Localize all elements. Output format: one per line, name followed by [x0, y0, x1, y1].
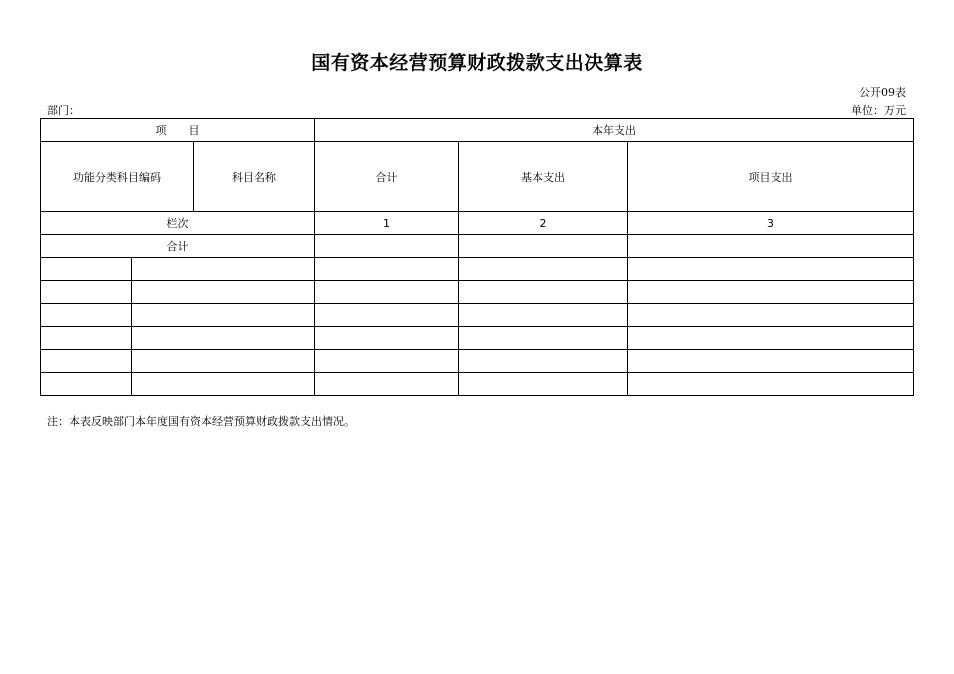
row-code — [41, 327, 132, 350]
col-func-code: 功能分类科目编码 — [41, 142, 194, 212]
row-total — [315, 304, 459, 327]
unit-label: 单位：万元 — [851, 104, 906, 117]
row-total — [315, 258, 459, 281]
row-project — [628, 373, 914, 396]
row-total — [315, 281, 459, 304]
column-index-label: 栏次 — [41, 212, 315, 235]
row-name — [132, 327, 315, 350]
header-row-1 — [41, 119, 914, 142]
department-label: 部门： — [47, 104, 80, 117]
row-project — [628, 258, 914, 281]
row-name — [132, 258, 315, 281]
row-basic — [459, 350, 628, 373]
row-code — [41, 281, 132, 304]
header-current-year: 本年支出 — [315, 119, 914, 142]
row-total — [315, 373, 459, 396]
table-row — [41, 373, 914, 396]
table-row — [41, 281, 914, 304]
column-index-row — [41, 212, 914, 235]
row-name — [132, 373, 315, 396]
row-code — [41, 304, 132, 327]
total-row-basic — [459, 235, 628, 258]
row-basic — [459, 373, 628, 396]
form-code: 公开09表 — [859, 86, 906, 99]
row-project — [628, 281, 914, 304]
table-note: 注：本表反映部门本年度国有资本经营预算财政拨款支出情况。 — [47, 415, 355, 428]
col-basic: 基本支出 — [459, 142, 628, 212]
row-basic — [459, 327, 628, 350]
table-row — [41, 304, 914, 327]
row-code — [41, 258, 132, 281]
row-name — [132, 350, 315, 373]
col-subject-name: 科目名称 — [194, 142, 315, 212]
row-code — [41, 350, 132, 373]
row-project — [628, 350, 914, 373]
row-name — [132, 281, 315, 304]
row-total — [315, 350, 459, 373]
row-name — [132, 304, 315, 327]
row-total — [315, 327, 459, 350]
column-index-2: 2 — [459, 212, 628, 235]
total-row-project — [628, 235, 914, 258]
column-index-1: 1 — [315, 212, 459, 235]
column-index-3: 3 — [628, 212, 914, 235]
row-project — [628, 327, 914, 350]
table-row — [41, 258, 914, 281]
expenditure-table — [40, 118, 914, 396]
table-row — [41, 327, 914, 350]
row-project — [628, 304, 914, 327]
col-total: 合计 — [315, 142, 459, 212]
total-row-total — [315, 235, 459, 258]
row-basic — [459, 258, 628, 281]
row-basic — [459, 304, 628, 327]
header-item: 项 目 — [41, 119, 315, 142]
row-code — [41, 373, 132, 396]
total-row — [41, 235, 914, 258]
table-row — [41, 350, 914, 373]
col-project: 项目支出 — [628, 142, 914, 212]
row-basic — [459, 281, 628, 304]
header-row-2 — [41, 142, 914, 212]
page-title: 国有资本经营预算财政拨款支出决算表 — [311, 52, 643, 74]
total-row-label: 合计 — [41, 235, 315, 258]
